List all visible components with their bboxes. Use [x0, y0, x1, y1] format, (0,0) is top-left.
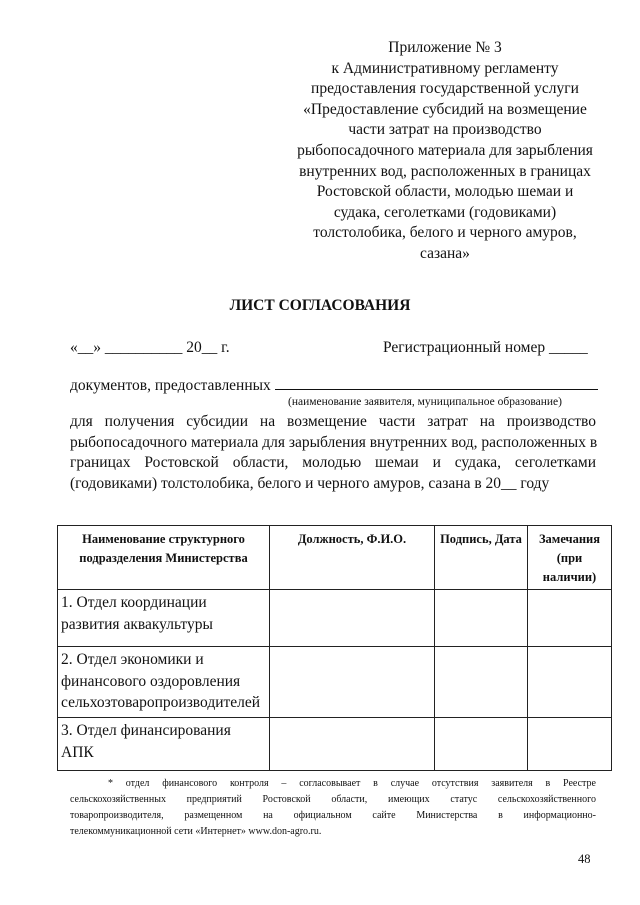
signature-cell: [435, 647, 528, 718]
registration-number-line: Регистрационный номер _____: [383, 339, 588, 356]
department-cell: 1. Отдел координации развития аквакультуры: [58, 590, 270, 647]
appendix-line: «Предоставление субсидий на возмещение: [303, 100, 587, 118]
paragraph-line: границах Ростовской области, молодью шемаи и судака, сеголетками: [70, 454, 596, 471]
appendix-line: сазана»: [420, 244, 470, 262]
date-line: «__» __________ 20__ г.: [70, 339, 230, 356]
header-department: Наименование структурного подразделения Министерства: [58, 526, 270, 590]
paragraph-line: (годовиками) толстолобика, белого и черного амуров, сазана в 20__ году: [70, 474, 550, 492]
applicant-hint: (наименование заявителя, муниципальное образование): [288, 396, 562, 408]
footnote-line: телекоммуникационной сети «Интернет» www.don-agro.ru.: [70, 826, 322, 837]
table-header-row: [58, 526, 612, 590]
table-row: [58, 647, 612, 718]
department-cell: 2. Отдел экономики и финансового оздоровления сельхозтоваропроизводителей: [58, 647, 270, 718]
position-cell: [270, 647, 435, 718]
remarks-cell: [528, 718, 612, 771]
footnote: [70, 776, 596, 840]
header-position-name: Должность, Ф.И.О.: [270, 526, 435, 590]
documents-line: [70, 375, 598, 395]
remarks-cell: [528, 647, 612, 718]
position-cell: [270, 590, 435, 647]
table-row: [58, 718, 612, 771]
paragraph-line: рыбопосадочного материала для зарыбления внутренних вод, расположенных в: [70, 433, 598, 451]
department-cell: 3. Отдел финансирования АПК: [58, 718, 270, 771]
purpose-paragraph: [70, 412, 596, 494]
footnote-line: товаропроизводителя, размещенном на официальном сайте Министерства в информационно-: [70, 810, 596, 821]
appendix-line: внутренних вод, расположенных в границах: [299, 162, 591, 180]
appendix-header: [290, 38, 600, 265]
signature-cell: [435, 718, 528, 771]
appendix-line: части затрат на производство: [348, 121, 542, 139]
documents-label: документов, предоставленных: [70, 377, 271, 394]
appendix-line: толстолобика, белого и черного амуров,: [313, 224, 577, 242]
remarks-cell: [528, 590, 612, 647]
appendix-line: судака, сеголетками (годовиками): [333, 203, 557, 221]
paragraph-line: для получения субсидии на возмещение части затрат на производство: [70, 413, 596, 430]
appendix-line: Ростовской области, молодью шемаи и: [316, 183, 574, 201]
page-title: ЛИСТ СОГЛАСОВАНИЯ: [229, 297, 411, 314]
appendix-line: рыбопосадочного материала для зарыбления: [297, 141, 593, 159]
header-remarks: Замечания (при наличии): [528, 526, 612, 590]
appendix-line: Приложение № 3: [388, 39, 502, 56]
signature-cell: [435, 590, 528, 647]
position-cell: [270, 718, 435, 771]
applicant-name-blank: [275, 375, 598, 390]
page-number: 48: [578, 852, 591, 866]
footnote-line: сельскохозяйственных предприятий Ростовской области, имеющих статус сельскохозяйственного: [70, 794, 596, 805]
table-row: [58, 590, 612, 647]
appendix-line: к Административному регламенту: [331, 59, 559, 77]
appendix-line: предоставления государственной услуги: [311, 80, 579, 98]
approval-table: [57, 525, 612, 771]
header-signature-date: Подпись, Дата: [435, 526, 528, 590]
footnote-line: * отдел финансового контроля – согласовывает в случае отсутствия заявителя в Реестре: [108, 778, 596, 789]
